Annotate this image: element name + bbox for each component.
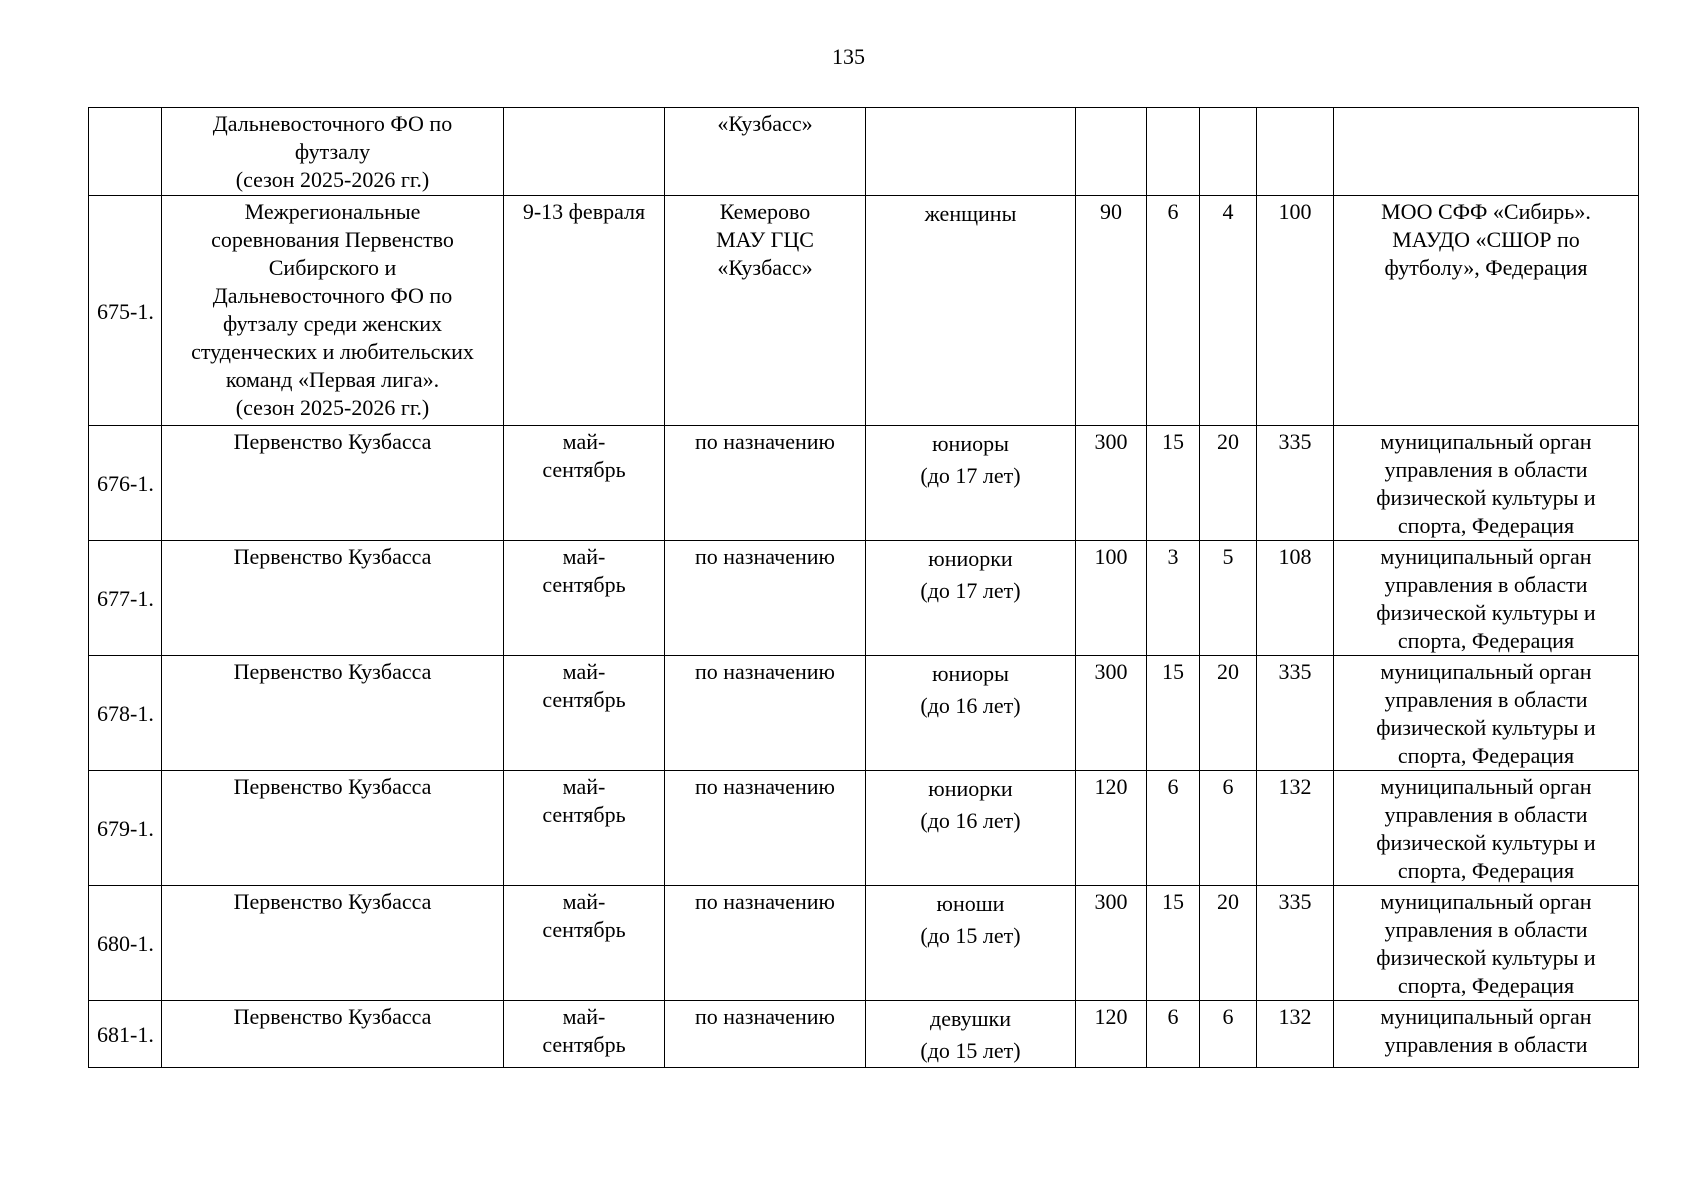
- event-organizer: муниципальный орган управления в области физической культуры и спорта, Федерация: [1334, 771, 1639, 886]
- event-organizer: муниципальный орган управления в области физической культуры и спорта, Федерация: [1334, 426, 1639, 541]
- total-count: 335: [1257, 426, 1334, 541]
- judges-count: 6: [1200, 771, 1257, 886]
- judges-count: 5: [1200, 541, 1257, 656]
- event-name: Межрегиональные соревнования Первенство Сибирского и Дальневосточного ФО по футзалу среди женских студенческих и любительских команд «Первая лига». (сезон 2025-2026 гг.): [162, 196, 504, 426]
- event-name: Первенство Кузбасса: [162, 1001, 504, 1068]
- table-row: [89, 771, 1639, 886]
- trainers-count: 15: [1147, 886, 1200, 1001]
- athletes-count: [1076, 108, 1147, 196]
- total-count: 335: [1257, 656, 1334, 771]
- trainers-count: 6: [1147, 1001, 1200, 1068]
- row-number: 676-1.: [89, 426, 162, 541]
- event-dates: май- сентябрь: [504, 1001, 665, 1068]
- judges-count: 20: [1200, 886, 1257, 1001]
- trainers-count: 3: [1147, 541, 1200, 656]
- event-dates: май- сентябрь: [504, 656, 665, 771]
- trainers-count: 6: [1147, 196, 1200, 426]
- trainers-count: 15: [1147, 656, 1200, 771]
- event-dates: май- сентябрь: [504, 541, 665, 656]
- event-dates: [504, 108, 665, 196]
- event-participants: женщины: [866, 196, 1076, 426]
- event-dates: май- сентябрь: [504, 771, 665, 886]
- event-name: Первенство Кузбасса: [162, 771, 504, 886]
- row-number: 675-1.: [89, 196, 162, 426]
- event-name: Первенство Кузбасса: [162, 426, 504, 541]
- total-count: 132: [1257, 1001, 1334, 1068]
- events-table: [88, 107, 1639, 1068]
- trainers-count: 15: [1147, 426, 1200, 541]
- event-name: Дальневосточного ФО по футзалу (сезон 2025-2026 гг.): [162, 108, 504, 196]
- row-number: 680-1.: [89, 886, 162, 1001]
- event-participants: юниоры (до 16 лет): [866, 656, 1076, 771]
- event-name: Первенство Кузбасса: [162, 886, 504, 1001]
- athletes-count: 90: [1076, 196, 1147, 426]
- total-count: 335: [1257, 886, 1334, 1001]
- event-participants: юниоры (до 17 лет): [866, 426, 1076, 541]
- trainers-count: 6: [1147, 771, 1200, 886]
- event-place: по назначению: [665, 426, 866, 541]
- row-number: 681-1.: [89, 1001, 162, 1068]
- table-row: [89, 886, 1639, 1001]
- event-place: по назначению: [665, 1001, 866, 1068]
- event-dates: май- сентябрь: [504, 426, 665, 541]
- row-number: 677-1.: [89, 541, 162, 656]
- event-place: по назначению: [665, 886, 866, 1001]
- event-place: по назначению: [665, 656, 866, 771]
- event-dates: 9-13 февраля: [504, 196, 665, 426]
- athletes-count: 300: [1076, 656, 1147, 771]
- event-place: «Кузбасс»: [665, 108, 866, 196]
- event-dates: май- сентябрь: [504, 886, 665, 1001]
- event-participants: девушки (до 15 лет): [866, 1001, 1076, 1068]
- total-count: [1257, 108, 1334, 196]
- judges-count: [1200, 108, 1257, 196]
- total-count: 100: [1257, 196, 1334, 426]
- athletes-count: 300: [1076, 886, 1147, 1001]
- row-number: 679-1.: [89, 771, 162, 886]
- total-count: 108: [1257, 541, 1334, 656]
- event-organizer: муниципальный орган управления в области: [1334, 1001, 1639, 1068]
- table-row: [89, 108, 1639, 196]
- judges-count: 20: [1200, 426, 1257, 541]
- row-number: [89, 108, 162, 196]
- row-number: 678-1.: [89, 656, 162, 771]
- event-organizer: [1334, 108, 1639, 196]
- total-count: 132: [1257, 771, 1334, 886]
- athletes-count: 120: [1076, 771, 1147, 886]
- table-row: [89, 1001, 1639, 1068]
- event-participants: [866, 108, 1076, 196]
- judges-count: 6: [1200, 1001, 1257, 1068]
- judges-count: 4: [1200, 196, 1257, 426]
- page-number: 135: [832, 44, 865, 69]
- event-participants: юноши (до 15 лет): [866, 886, 1076, 1001]
- event-organizer: муниципальный орган управления в области физической культуры и спорта, Федерация: [1334, 541, 1639, 656]
- athletes-count: 120: [1076, 1001, 1147, 1068]
- event-place: по назначению: [665, 541, 866, 656]
- table-row: [89, 426, 1639, 541]
- event-place: по назначению: [665, 771, 866, 886]
- judges-count: 20: [1200, 656, 1257, 771]
- event-name: Первенство Кузбасса: [162, 656, 504, 771]
- event-organizer: муниципальный орган управления в области физической культуры и спорта, Федерация: [1334, 656, 1639, 771]
- trainers-count: [1147, 108, 1200, 196]
- event-place: Кемерово МАУ ГЦС «Кузбасс»: [665, 196, 866, 426]
- table-row: [89, 656, 1639, 771]
- event-participants: юниорки (до 17 лет): [866, 541, 1076, 656]
- athletes-count: 300: [1076, 426, 1147, 541]
- event-organizer: МОО СФФ «Сибирь». МАУДО «СШОР по футболу», Федерация: [1334, 196, 1639, 426]
- event-name: Первенство Кузбасса: [162, 541, 504, 656]
- athletes-count: 100: [1076, 541, 1147, 656]
- event-organizer: муниципальный орган управления в области физической культуры и спорта, Федерация: [1334, 886, 1639, 1001]
- event-participants: юниорки (до 16 лет): [866, 771, 1076, 886]
- table-row: [89, 196, 1639, 426]
- table-row: [89, 541, 1639, 656]
